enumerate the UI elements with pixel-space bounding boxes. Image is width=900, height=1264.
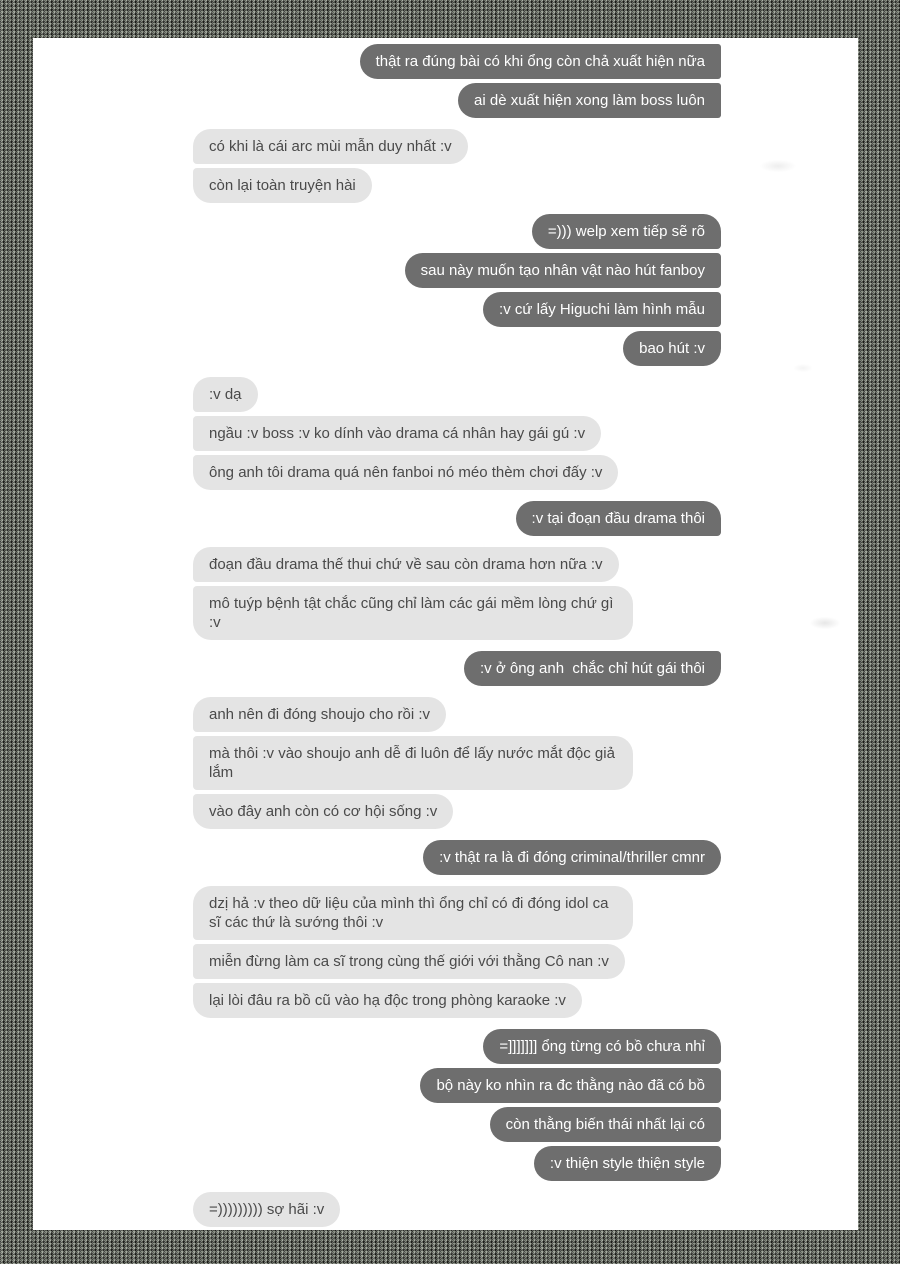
chat-bubble-incoming[interactable]: lại lòi đâu ra bồ cũ vào hạ độc trong phòng karaoke :v: [193, 983, 582, 1018]
chat-bubble-incoming[interactable]: =))))))))) sợ hãi :v: [193, 1192, 340, 1227]
chat-bubble-incoming[interactable]: vào đây anh còn có cơ hội sống :v: [193, 794, 453, 829]
message-group-incoming: [193, 886, 721, 1018]
chat-bubble-outgoing[interactable]: còn thằng biến thái nhất lại có: [490, 1107, 721, 1142]
message-group-outgoing: [193, 501, 721, 536]
chat-bubble-outgoing[interactable]: :v tại đoạn đầu drama thôi: [516, 501, 721, 536]
chat-bubble-outgoing[interactable]: =))) welp xem tiếp sẽ rõ: [532, 214, 721, 249]
chat-bubble-outgoing[interactable]: :v cứ lấy Higuchi làm hình mẫu: [483, 292, 721, 327]
message-group-incoming: [193, 697, 721, 829]
message-group-incoming: [193, 377, 721, 490]
chat-bubble-incoming[interactable]: có khi là cái arc mùi mẫn duy nhất :v: [193, 129, 468, 164]
message-group-incoming: [193, 129, 721, 203]
message-group-outgoing: [193, 651, 721, 686]
chat-bubble-outgoing[interactable]: bộ này ko nhìn ra đc thằng nào đã có bồ: [420, 1068, 721, 1103]
chat-bubble-incoming[interactable]: anh nên đi đóng shoujo cho rồi :v: [193, 697, 446, 732]
chat-bubble-outgoing[interactable]: ai dè xuất hiện xong làm boss luôn: [458, 83, 721, 118]
chat-bubble-incoming[interactable]: mà thôi :v vào shoujo anh dễ đi luôn để lấy nước mắt độc giả lắm: [193, 736, 633, 790]
message-group-outgoing: [193, 44, 721, 118]
message-group-incoming: [193, 547, 721, 640]
chat-bubble-outgoing[interactable]: sau này muốn tạo nhân vật nào hút fanboy: [405, 253, 721, 288]
chat-bubble-incoming[interactable]: còn lại toàn truyện hài: [193, 168, 372, 203]
message-list: [33, 38, 858, 1230]
message-group-incoming: [193, 1192, 721, 1227]
chat-bubble-outgoing[interactable]: =]]]]]]] ổng từng có bồ chưa nhỉ: [483, 1029, 721, 1064]
chat-bubble-incoming[interactable]: dzị hả :v theo dữ liệu của mình thì ổng chỉ có đi đóng idol ca sĩ các thứ là sướng thôi :v: [193, 886, 633, 940]
chat-screenshot-page: [33, 38, 858, 1230]
chat-bubble-incoming[interactable]: mô tuýp bệnh tật chắc cũng chỉ làm các gái mềm lòng chứ gì :v: [193, 586, 633, 640]
chat-bubble-outgoing[interactable]: :v thiện style thiện style: [534, 1146, 721, 1181]
message-group-outgoing: [193, 1029, 721, 1181]
message-group-outgoing: [193, 214, 721, 366]
chat-bubble-outgoing[interactable]: thật ra đúng bài có khi ổng còn chả xuất hiện nữa: [360, 44, 721, 79]
chat-bubble-incoming[interactable]: đoạn đầu drama thế thui chứ về sau còn drama hơn nữa :v: [193, 547, 619, 582]
chat-bubble-incoming[interactable]: miễn đừng làm ca sĩ trong cùng thế giới với thằng Cô nan :v: [193, 944, 625, 979]
chat-bubble-outgoing[interactable]: bao hút :v: [623, 331, 721, 366]
chat-bubble-incoming[interactable]: ngầu :v boss :v ko dính vào drama cá nhân hay gái gú :v: [193, 416, 601, 451]
chat-bubble-outgoing[interactable]: :v thật ra là đi đóng criminal/thriller cmnr: [423, 840, 721, 875]
chat-bubble-outgoing[interactable]: :v ở ông anh chắc chỉ hút gái thôi: [464, 651, 721, 686]
message-group-outgoing: [193, 840, 721, 875]
chat-bubble-incoming[interactable]: :v dạ: [193, 377, 258, 412]
chat-bubble-incoming[interactable]: ông anh tôi drama quá nên fanboi nó méo thèm chơi đấy :v: [193, 455, 618, 490]
